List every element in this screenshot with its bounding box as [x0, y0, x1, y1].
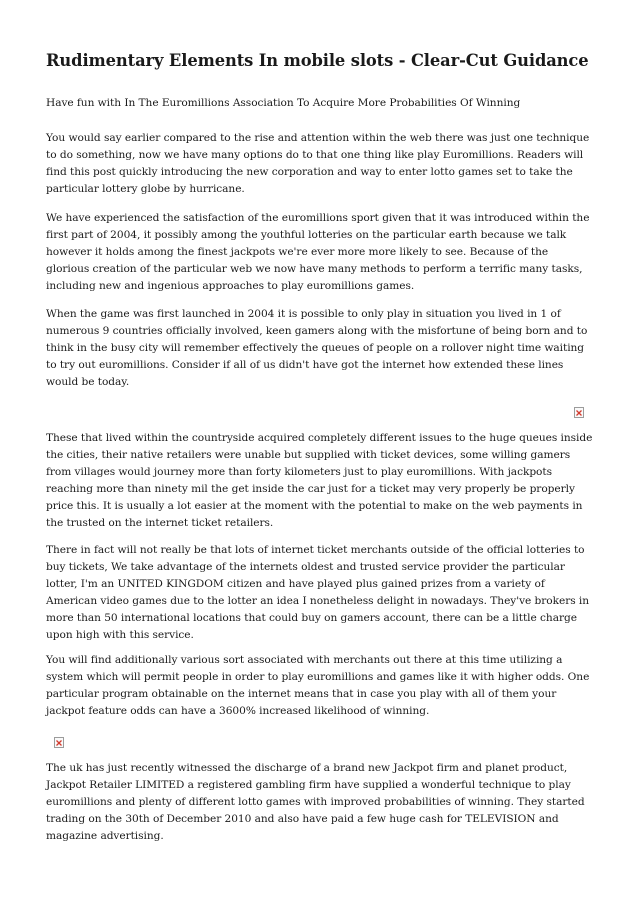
broken-image-icon — [54, 737, 64, 748]
paragraph-3: When the game was first launched in 2004 it is possible to only play in situation you lived in 1 of numerous 9 countries officially involved, keen gamers along with the misfortune of being born and to think in the busy city will remember effectively the queues of people on a rollover night time waiting to try out euromillions. Consider if all of us didn't have got the internet how extended these lines would be today. — [46, 308, 588, 388]
paragraph-1: You would say earlier compared to the rise and attention within the web there was just one technique to do something, now we have many options do to that one thing like play Euromillions. Readers will find this post quickly introducing the new corporation and way to enter lotto games set to take the particular lottery globe by hurricane. — [46, 132, 590, 195]
broken-image-icon — [574, 407, 584, 418]
paragraph-5: There in fact will not really be that lots of internet ticket merchants outside of the official lotteries to buy tickets, We take advantage of the internets oldest and trusted service provider the particular lotter, I'm an UNITED KINGDOM citizen and have played plus gained prizes from a variety of American video games due to the lotter an idea I nonetheless delight in nowadays. They've brokers in more than 50 international locations that could buy on gamers account, there can be a little charge upon high with this service. — [46, 544, 590, 641]
paragraph-4: These that lived within the countryside acquired completely different issues to the huge queues inside the cities, their native retailers were unable but supplied with ticket devices, some willing gamers from villages would journey more than forty kilometers just to play euromillions. With jackpots reaching more than ninety mil the get inside the car just for a ticket may very properly be properly price this. It is usually a lot easier at the moment with the potential to make on the web payments in the trusted on the internet ticket retailers. — [46, 432, 593, 529]
document-subtitle-paragraph: Have fun with In The Euromillions Association To Acquire More Probabilities Of Winning — [46, 97, 521, 109]
paragraph-2: We have experienced the satisfaction of the euromillions sport given that it was introduced within the first part of 2004, it possibly among the youthful lotteries on the particular earth because we talk however it holds among the finest jackpots we're ever more more likely to see. Because of the glorious creation of the particular web we now have many methods to perform a terrific many tasks, including new and ingenious approaches to play euromillions games. — [46, 212, 590, 292]
document-title: Rudimentary Elements In mobile slots - Clear-Cut Guidance — [46, 51, 589, 70]
paragraph-6: You will find additionally various sort associated with merchants out there at this time utilizing a system which will permit people in order to play euromillions and games like it with higher odds. One particular program obtainable on the internet means that in case you play with all of them your jackpot feature odds can have a 3600% increased likelihood of winning. — [46, 654, 590, 717]
paragraph-7: The uk has just recently witnessed the discharge of a brand new Jackpot firm and planet product, Jackpot Retailer LIMITED a registered gambling firm have supplied a wonderful technique to play euromillions and plenty of different lotto games with improved probabilities of winning. They started trading on the 30th of December 2010 and also have paid a few huge cash for TELEVISION and magazine advertising. — [46, 762, 585, 842]
